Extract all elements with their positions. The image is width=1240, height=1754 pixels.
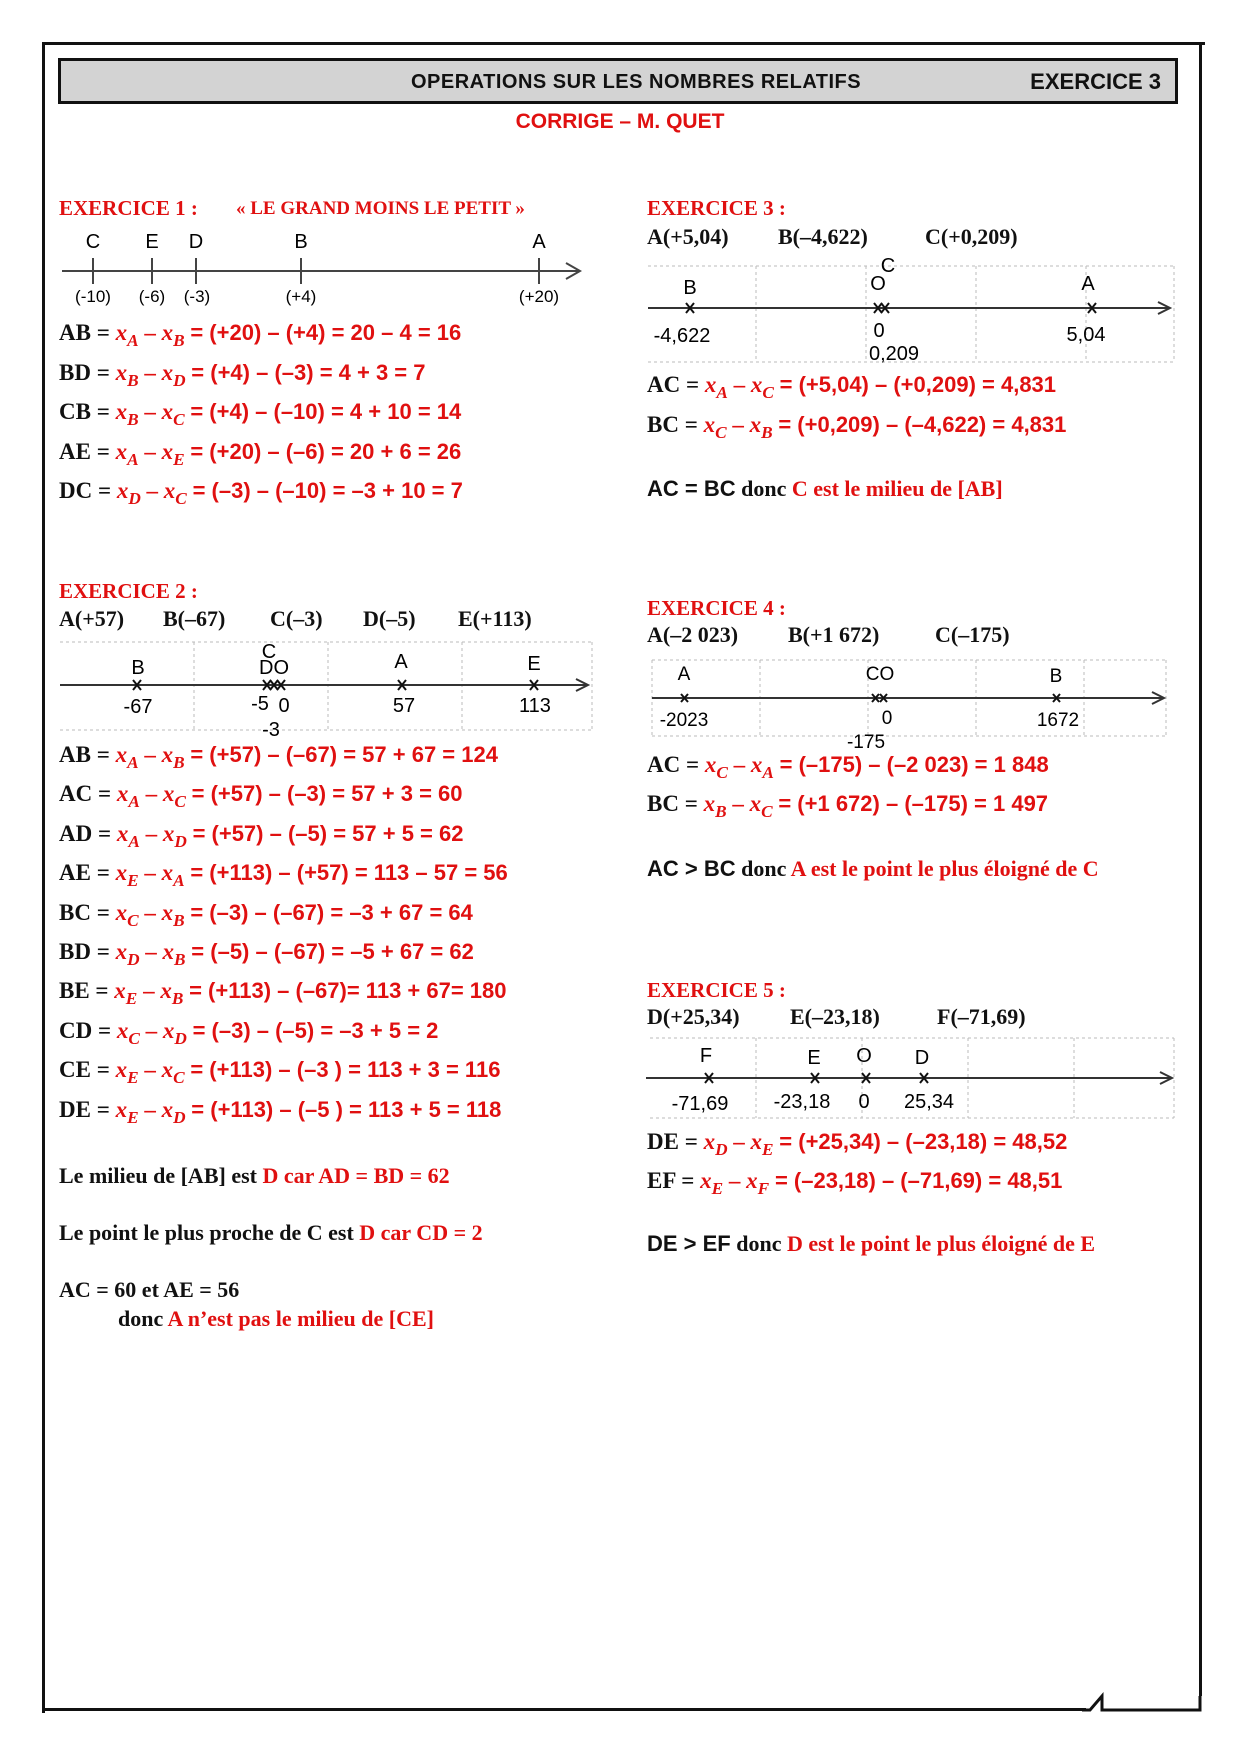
ex5-number-line	[646, 1034, 1178, 1122]
ex3-point-b: B(–4,622)	[778, 224, 868, 249]
ex4-title: EXERCICE 4 :	[647, 596, 786, 620]
equation-rhs: = (+25,34) – (–23,18) = 48,52	[779, 1129, 1068, 1154]
equation-lhs: AC =	[59, 781, 112, 807]
equation-var-b: $x_B$	[160, 978, 184, 1009]
ex2-milieu	[59, 1163, 450, 1189]
ex2-title: EXERCICE 2 :	[59, 579, 198, 603]
equation-var-a: $x_E$	[115, 1057, 139, 1088]
equation-sub-b: D	[173, 370, 186, 390]
equation-minus: –	[727, 372, 751, 397]
ex4-number-line	[646, 652, 1178, 756]
equation-sub-a: E	[127, 871, 139, 891]
ex5-conclusion-answer: D est le point le plus éloigné de E	[787, 1231, 1096, 1256]
equation-lhs: CE =	[59, 1057, 110, 1083]
equation-rhs: = (+20) – (–6) = 20 + 6 = 26	[190, 438, 462, 464]
equation-var-a: $x_C$	[703, 412, 727, 443]
ex2-equation-line	[59, 781, 463, 812]
equation-minus: –	[139, 939, 163, 964]
ex1-value-b: (+4)	[285, 287, 317, 306]
equation-var-b: $x_D$	[161, 1096, 186, 1127]
ex2-donc: donc	[118, 1306, 168, 1331]
ex3-value-o: 0	[873, 320, 885, 342]
equation-var-a: $x_E$	[115, 860, 139, 891]
equation-lhs: AC =	[647, 752, 700, 777]
ex4-equation-line	[647, 752, 1049, 783]
equation-sub-b: B	[761, 423, 773, 443]
ex4-equation-line	[647, 791, 1048, 822]
ex2-milieu-question: Le milieu de [AB] est	[59, 1163, 263, 1188]
equation-rhs: = (+113) – (–3 ) = 113 + 3 = 116	[190, 1057, 501, 1083]
ex5-label-f: F	[699, 1045, 713, 1067]
ex1-value-c: (-10)	[75, 287, 111, 306]
ex4-label-b: B	[1049, 666, 1063, 687]
equation-var-a: $x_B$	[115, 359, 139, 390]
ex3-title: EXERCICE 3 :	[647, 196, 786, 220]
equation-lhs: AD =	[59, 820, 112, 846]
equation-minus: –	[727, 1129, 751, 1154]
equation-var-b: $x_D$	[162, 820, 187, 851]
ex5-value-f: -71,69	[671, 1093, 729, 1115]
equation-var-b: $x_C$	[749, 791, 773, 822]
equation-sub-b: A	[173, 871, 185, 891]
equation-sub-a: A	[128, 831, 140, 851]
ex2-proche-question: Le point le plus proche de C est	[59, 1220, 360, 1245]
equation-rhs: = (–3) – (–5) = –3 + 5 = 2	[192, 1017, 439, 1043]
equation-lhs: BC =	[59, 899, 110, 925]
frame-right	[1199, 42, 1202, 1696]
ex2-proche	[59, 1220, 483, 1246]
ex5-equation-line	[647, 1129, 1067, 1160]
ex3-conclusion-answer: C est le milieu de [AB]	[791, 476, 1003, 501]
equation-sub-b: E	[173, 449, 185, 469]
equation-sub-b: B	[173, 753, 185, 773]
equation-lhs: AE =	[59, 438, 110, 464]
ex4-point-a: A(–2 023)	[647, 622, 739, 647]
equation-sub-a: E	[127, 1068, 139, 1088]
ex3-conclusion-lhs: AC = BC	[647, 476, 736, 501]
equation-sub-a: D	[127, 950, 140, 970]
equation-var-b: $x_F$	[746, 1168, 770, 1199]
equation-sub-b: C	[175, 489, 187, 509]
equation-minus: –	[138, 399, 162, 424]
equation-minus: –	[138, 359, 162, 385]
equation-var-a: $x_B$	[703, 791, 727, 822]
ex2-point-e: E(+113)	[458, 606, 532, 631]
ex3-point-c: C(+0,209)	[925, 224, 1018, 249]
equation-minus: –	[139, 820, 163, 846]
ex4-label-co: CO	[865, 664, 895, 685]
equation-sub-a: A	[716, 383, 728, 403]
equation-var-a: $x_E$	[115, 1096, 139, 1127]
ex4-value-c: -175	[846, 732, 886, 753]
equation-sub-a: B	[127, 370, 139, 390]
equation-rhs: = (+4) – (–3) = 4 + 3 = 7	[191, 359, 426, 385]
ex4-conclusion-lhs: AC > BC	[647, 856, 736, 881]
header-exercise: EXERCICE 3	[1030, 69, 1161, 94]
equation-sub-b: A	[762, 763, 774, 783]
ex3-conclusion	[647, 476, 1003, 502]
ex3-value-b: -4,622	[653, 325, 711, 347]
ex1-value-a: (+20)	[518, 287, 560, 306]
ex3-value-a: 5,04	[1066, 324, 1106, 346]
equation-sub-a: A	[128, 792, 140, 812]
equation-sub-a: D	[128, 489, 141, 509]
equation-lhs: BD =	[59, 359, 110, 385]
ex2-ce	[118, 1306, 434, 1332]
ex2-equation-line	[59, 900, 473, 931]
ex2-equation-line	[59, 1018, 438, 1049]
equation-minus: –	[138, 1096, 162, 1122]
equation-lhs: BC =	[647, 412, 698, 437]
ex1-number-line	[58, 226, 598, 306]
ex2-point-c: C(–3)	[270, 606, 323, 631]
equation-var-a: $x_A$	[704, 372, 728, 403]
ex3-equation-line	[647, 412, 1066, 443]
ex5-conclusion-lhs: DE > EF	[647, 1231, 731, 1256]
equation-minus: –	[727, 752, 751, 777]
ex5-point-f: F(–71,69)	[937, 1004, 1026, 1029]
equation-rhs: = (+20) – (+4) = 20 – 4 = 16	[190, 320, 462, 345]
ex3-label-c: C	[880, 255, 896, 277]
equation-rhs: = (–5) – (–67) = –5 + 67 = 62	[191, 939, 474, 964]
ex4-value-o: 0	[881, 708, 893, 729]
equation-lhs: DC =	[59, 478, 112, 503]
equation-sub-b: B	[173, 331, 185, 351]
equation-sub-b: D	[173, 1107, 186, 1127]
equation-var-a: $x_C$	[115, 899, 139, 930]
ex1-title: EXERCICE 1 :	[59, 196, 198, 220]
ex5-label-o: O	[856, 1045, 872, 1067]
equation-var-b: $x_B$	[161, 742, 185, 773]
ex3-label-o: O	[870, 273, 886, 295]
equation-minus: –	[138, 899, 162, 925]
ex1-value-e: (-6)	[138, 287, 166, 306]
frame-corner	[1080, 1690, 1210, 1720]
equation-sub-b: C	[761, 802, 773, 822]
ex2-label-c: C	[261, 641, 277, 663]
ex2-equation-line	[59, 978, 507, 1009]
ex2-point-d: D(–5)	[363, 606, 416, 631]
equation-sub-a: B	[127, 410, 139, 430]
ex1-equation-line	[59, 320, 461, 351]
ex2-label-e: E	[527, 653, 541, 675]
ex4-conclusion-donc: donc	[735, 856, 791, 881]
ex5-conclusion	[647, 1231, 1095, 1257]
equation-var-b: $x_A$	[161, 860, 185, 891]
ex2-point-b: B(–67)	[163, 606, 226, 631]
equation-sub-a: C	[128, 1028, 140, 1048]
equation-var-a: $x_A$	[116, 781, 140, 812]
equation-minus: –	[139, 781, 163, 807]
equation-sub-b: C	[173, 410, 185, 430]
ex3-label-b: B	[683, 277, 697, 299]
equation-minus: –	[723, 1168, 747, 1193]
equation-var-b: $x_B$	[161, 899, 185, 930]
equation-sub-b: B	[171, 989, 184, 1009]
ex2-label-a: A	[394, 651, 408, 673]
ex2-ce-answer: A n’est pas le milieu de [CE]	[167, 1306, 434, 1331]
ex2-equation-line	[59, 742, 498, 773]
ex2-value-b: -67	[123, 696, 153, 718]
equation-var-b: $x_C$	[161, 399, 185, 430]
equation-sub-a: A	[127, 753, 139, 773]
ex2-value-e: 113	[519, 695, 551, 717]
equation-rhs: = (+0,209) – (–4,622) = 4,831	[778, 412, 1067, 437]
ex2-value-c: -3	[262, 719, 280, 741]
ex2-equation-line	[59, 821, 463, 852]
equation-sub-a: A	[127, 331, 139, 351]
equation-rhs: = (+57) – (–67) = 57 + 67 = 124	[190, 742, 498, 767]
ex1-equation-line	[59, 439, 461, 470]
equation-var-a: $x_B$	[115, 399, 139, 430]
equation-sub-b: B	[173, 910, 185, 930]
equation-rhs: = (+113) – (+57) = 113 – 57 = 56	[190, 860, 508, 886]
equation-sub-a: A	[127, 449, 139, 469]
equation-var-b: $x_E$	[750, 1129, 774, 1160]
equation-sub-b: B	[174, 950, 186, 970]
equation-rhs: = (+4) – (–10) = 4 + 10 = 14	[190, 399, 462, 424]
equation-var-a: $x_A$	[116, 820, 140, 851]
equation-sub-a: E	[127, 1107, 139, 1127]
ex4-conclusion	[647, 856, 1099, 882]
ex1-label-b: B	[294, 231, 308, 253]
equation-lhs: CB =	[59, 399, 110, 424]
ex3-conclusion-donc: donc	[735, 476, 792, 501]
equation-sub-b: F	[757, 1179, 770, 1199]
equation-minus: –	[138, 1057, 162, 1083]
equation-lhs: BC =	[647, 791, 698, 816]
equation-sub-a: B	[715, 802, 727, 822]
equation-sub-b: C	[174, 792, 186, 812]
equation-minus: –	[138, 320, 162, 345]
equation-sub-a: C	[715, 423, 727, 443]
ex3-number-line	[646, 252, 1178, 372]
equation-sub-b: D	[174, 831, 187, 851]
equation-rhs: = (–23,18) – (–71,69) = 48,51	[774, 1168, 1063, 1193]
ex1-equation-line	[59, 478, 463, 509]
equation-rhs: = (+5,04) – (+0,209) = 4,831	[779, 372, 1057, 397]
equation-sub-a: C	[716, 763, 728, 783]
equation-var-a: $x_E$	[114, 978, 138, 1009]
equation-var-b: $x_B$	[161, 320, 185, 351]
equation-rhs: = (–3) – (–67) = –3 + 67 = 64	[190, 899, 473, 925]
ex2-label-b: B	[131, 657, 145, 679]
ex2-number-line	[58, 630, 598, 746]
equation-minus: –	[139, 1017, 163, 1043]
ex5-title: EXERCICE 5 :	[647, 978, 786, 1002]
equation-lhs: AB =	[59, 742, 110, 767]
equation-var-a: $x_A$	[115, 438, 139, 469]
ex4-point-c: C(–175)	[935, 622, 1010, 647]
ex5-label-e: E	[807, 1047, 821, 1069]
ex1-equation-line	[59, 360, 426, 391]
ex2-equation-line	[59, 939, 474, 970]
equation-lhs: DE =	[59, 1096, 110, 1122]
equation-var-b: $x_C$	[161, 1057, 185, 1088]
equation-var-a: $x_D$	[115, 939, 140, 970]
equation-rhs: = (–175) – (–2 023) = 1 848	[779, 752, 1049, 777]
equation-var-b: $x_B$	[162, 939, 186, 970]
ex2-value-d: -5	[251, 693, 269, 715]
equation-minus: –	[138, 438, 162, 464]
equation-lhs: BD =	[59, 939, 110, 964]
ex1-label-e: E	[145, 231, 159, 253]
equation-sub-a: E	[125, 989, 138, 1009]
ex5-label-d: D	[914, 1047, 930, 1069]
equation-var-b: $x_C$	[162, 781, 186, 812]
ex5-conclusion-donc: donc	[730, 1231, 787, 1256]
equation-rhs: = (+113) – (–67)= 113 + 67= 180	[189, 978, 507, 1004]
ex2-milieu-answer: D car AD = BD = 62	[262, 1163, 450, 1188]
equation-var-b: $x_C$	[750, 372, 774, 403]
equation-var-a: $x_E$	[700, 1168, 724, 1199]
ex2-equation-line	[59, 1097, 501, 1128]
ex2-point-a: A(+57)	[59, 606, 125, 631]
equation-minus: –	[138, 742, 162, 767]
ex2-label-do: DO	[259, 657, 289, 679]
ex3-value-c: 0,209	[868, 343, 920, 365]
ex4-label-a: A	[677, 664, 691, 685]
equation-sub-b: C	[762, 383, 774, 403]
equation-lhs: AE =	[59, 860, 110, 886]
equation-minus: –	[726, 791, 750, 816]
ex3-equation-line	[647, 372, 1056, 403]
equation-minus: –	[138, 860, 162, 886]
equation-rhs: = (+1 672) – (–175) = 1 497	[778, 791, 1049, 816]
ex2-proche-answer: D car CD = 2	[359, 1220, 483, 1245]
equation-rhs: = (+57) – (–5) = 57 + 5 = 62	[192, 820, 464, 846]
ex2-equation-line	[59, 1057, 500, 1088]
equation-lhs: DE =	[647, 1129, 698, 1154]
ex3-label-a: A	[1081, 273, 1095, 295]
equation-lhs: AB =	[59, 320, 110, 345]
equation-sub-a: D	[715, 1140, 728, 1160]
equation-var-a: $x_A$	[115, 742, 139, 773]
equation-var-b: $x_B$	[749, 412, 773, 443]
equation-lhs: AC =	[647, 372, 700, 397]
equation-rhs: = (+57) – (–3) = 57 + 3 = 60	[191, 781, 463, 807]
equation-minus: –	[140, 478, 164, 503]
equation-var-b: $x_D$	[162, 1017, 187, 1048]
equation-minus: –	[137, 978, 161, 1004]
equation-lhs: EF =	[647, 1168, 695, 1193]
frame-bottom	[42, 1708, 1086, 1711]
equation-var-a: $x_C$	[704, 752, 728, 783]
ex1-label-c: C	[85, 231, 101, 253]
ex2-value-a: 57	[392, 695, 416, 717]
equation-sub-b: E	[762, 1140, 774, 1160]
ex5-value-d: 25,34	[903, 1091, 955, 1113]
equation-sub-a: E	[711, 1179, 724, 1199]
equation-var-b: $x_E$	[161, 438, 185, 469]
ex1-subtitle: « LE GRAND MOINS LE PETIT »	[236, 198, 525, 219]
header-title: OPERATIONS SUR LES NOMBRES RELATIFS	[411, 71, 862, 93]
ex5-value-o: 0	[858, 1091, 870, 1113]
ex5-point-d: D(+25,34)	[647, 1004, 740, 1029]
ex4-conclusion-answer: A est le point le plus éloigné de C	[790, 856, 1099, 881]
ex4-value-a: -2023	[659, 710, 709, 731]
page-subtitle: CORRIGE – M. QUET	[515, 110, 725, 133]
equation-rhs: = (–3) – (–10) = –3 + 10 = 7	[192, 478, 463, 503]
equation-minus: –	[726, 412, 750, 437]
equation-var-a: $x_D$	[703, 1129, 728, 1160]
equation-var-a: $x_A$	[115, 320, 139, 351]
equation-lhs: BE =	[59, 978, 109, 1004]
ex2-ac-ae: AC = 60 et AE = 56	[59, 1277, 240, 1302]
equation-var-a: $x_D$	[116, 478, 141, 509]
equation-sub-b: C	[173, 1068, 185, 1088]
ex4-value-b: 1672	[1036, 710, 1080, 731]
ex1-value-d: (-3)	[183, 287, 211, 306]
equation-var-b: $x_A$	[750, 752, 774, 783]
ex2-value-o: 0	[278, 695, 290, 717]
equation-var-a: $x_C$	[116, 1017, 140, 1048]
header-bar	[58, 58, 1178, 104]
ex2-equation-line	[59, 860, 508, 891]
equation-sub-a: C	[127, 910, 139, 930]
equation-lhs: CD =	[59, 1017, 112, 1043]
equation-var-b: $x_C$	[163, 478, 187, 509]
equation-sub-b: D	[174, 1028, 187, 1048]
ex1-label-a: A	[532, 231, 546, 253]
equation-var-b: $x_D$	[161, 359, 186, 390]
ex5-equation-line	[647, 1168, 1062, 1199]
ex1-equation-line	[59, 399, 461, 430]
equation-rhs: = (+113) – (–5 ) = 113 + 5 = 118	[191, 1096, 502, 1122]
ex5-value-e: -23,18	[773, 1091, 831, 1113]
ex5-point-e: E(–23,18)	[790, 1004, 880, 1029]
ex1-label-d: D	[188, 231, 204, 253]
ex3-point-a: A(+5,04)	[647, 224, 729, 249]
ex4-point-b: B(+1 672)	[788, 622, 880, 647]
